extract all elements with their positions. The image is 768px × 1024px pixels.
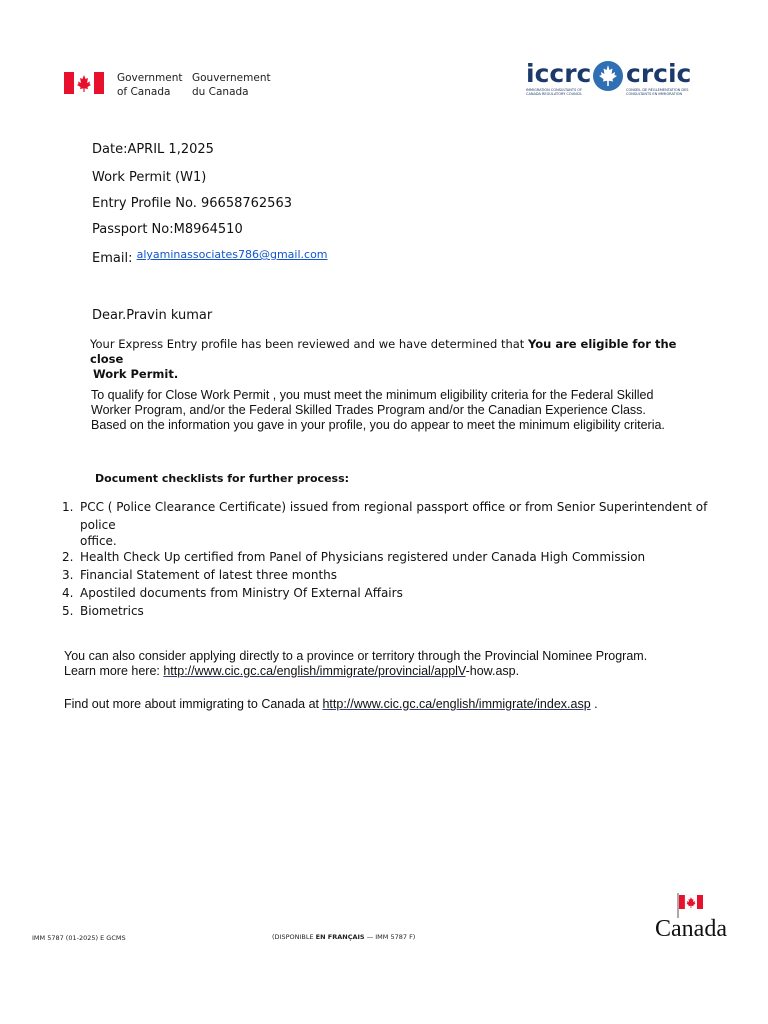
qualify-paragraph [91,388,741,433]
permit-line: Work Permit (W1) [92,170,207,185]
disp-bold: EN FRANÇAIS [315,933,365,941]
more-info-line [64,697,754,712]
iccrc-subtitle-fr [626,88,692,96]
checklist-num: 1. [62,500,74,514]
checklist-num: 5. [62,604,74,618]
canada-flag-icon [64,72,104,94]
maple-leaf-emblem-icon [592,60,624,92]
email-link[interactable]: alyaminassociates786@gmail.com [136,248,328,261]
disp-prefix: (DISPONIBLE [272,933,316,941]
gov-name-en [117,71,182,99]
checklist-text: PCC ( Police Clearance Certificate) issued from regional passport office or from Senior Superintendent of police [80,500,708,532]
entry-label: Entry Profile No. [92,196,197,211]
iccrc-sub-en-1: IMMIGRATION CONSULTANTS OF [526,88,583,92]
checklist-text: Health Check Up certified from Panel of Physicians registered under Canada High Commission [80,550,646,564]
checklist-item [62,584,722,602]
iccrc-sub-en-2: CANADA REGULATORY COUNCIL [526,92,583,96]
para1-bold-a: You are eligible for the close [90,337,677,366]
pnp-link[interactable]: http://www.cic.gc.ca/english/immigrate/provincial/applV [163,664,466,678]
date-line [92,142,214,157]
more-prefix: Find out more about immigrating to Canada at [64,697,323,711]
salutation: Dear.Pravin kumar [92,308,213,323]
checklist-text-cont: office. [80,534,117,548]
para2-line2: Worker Program, and/or the Federal Skilled Trades Program and/or the Canadian Experience Class. [91,403,646,417]
crcic-text: crcic [626,59,692,88]
checklist-text: Apostiled documents from Ministry Of External Affairs [80,586,403,600]
canada-wordmark: Canada [655,916,727,942]
gov-en-line1: Government [117,72,183,84]
passport-label: Passport No: [92,222,174,237]
form-code: IMM 5787 (01-2025) E GCMS [32,934,126,942]
checklist-item [62,602,722,620]
checklist-num: 2. [62,550,74,564]
more-link[interactable]: http://www.cic.gc.ca/english/immigrate/index.asp [322,697,591,711]
gov-en-line2: of Canada [117,86,171,98]
gov-fr-line2: du Canada [192,86,249,98]
pnp-line2 [64,664,754,679]
email-label: Email: [92,251,133,266]
iccrc-sub-fr-1: CONSEIL DE RÉGLEMENTATION DES [626,88,689,92]
pnp-suffix: -how.asp. [465,664,520,678]
entry-profile-line [92,196,292,211]
checklist-title: Document checklists for further process: [95,472,350,485]
more-suffix: . [590,697,598,711]
para2-line3: Based on the information you gave in your profile, you do appear to meet the minimum eligibility criteria. [91,418,665,432]
checklist-text: Financial Statement of latest three months [80,568,338,582]
iccrc-subtitle-en [526,88,590,96]
checklist-item [62,566,722,584]
iccrc-logo [526,60,696,100]
para1-bold-b: Work Permit. [93,367,179,381]
email-line [92,248,328,266]
pnp-line1: You can also consider applying directly to a province or territory through the Provincial Nominee Program. [64,649,648,663]
passport-value: M8964510 [173,222,243,237]
pnp-prefix: Learn more here: [64,664,164,678]
gov-fr-line1: Gouvernement [192,72,271,84]
iccrc-sub-fr-2: CONSULTANTS EN IMMIGRATION [626,92,683,96]
gov-name-fr [192,71,271,99]
para2-line1: To qualify for Close Work Permit , you must meet the minimum eligibility criteria for the Federal Skilled [91,388,654,402]
eligibility-paragraph [90,337,710,382]
passport-line [92,222,243,237]
date-value: APRIL 1,2025 [127,142,214,157]
french-availability [272,933,415,941]
para1-line2 [90,367,710,382]
checklist-item [62,498,722,548]
canada-wordmark-flag-icon [676,892,704,918]
checklist-num: 3. [62,568,74,582]
checklist-item [62,548,722,566]
iccrc-text: iccrc [526,59,592,88]
document-checklist [62,498,722,620]
checklist-num: 4. [62,586,74,600]
para1-normal: Your Express Entry profile has been reviewed and we have determined that [90,337,528,351]
date-label: Date: [92,142,128,157]
checklist-text: Biometrics [80,604,144,618]
pnp-paragraph [64,649,754,679]
para1-line1 [90,337,710,367]
disp-suffix: — IMM 5787 F) [364,933,416,941]
entry-value: 96658762563 [201,196,292,211]
